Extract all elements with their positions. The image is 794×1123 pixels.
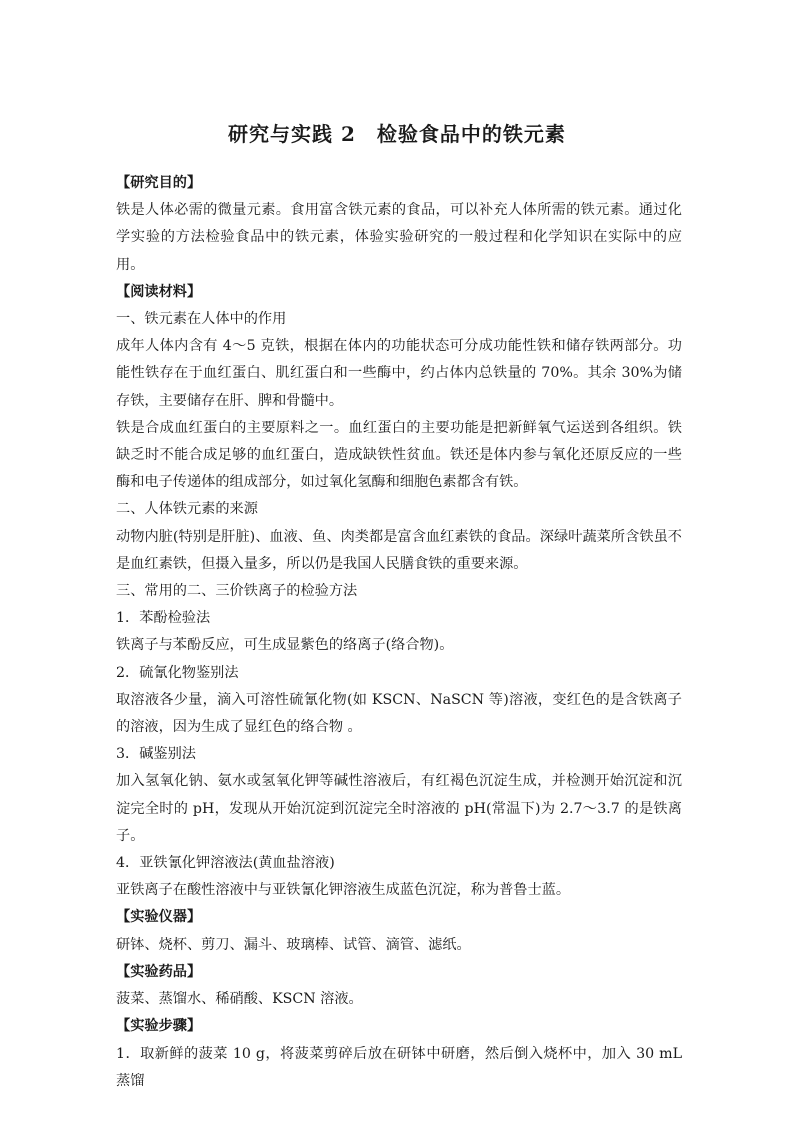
body-paragraph: 加入氢氧化钠、氨水或氢氧化钾等碱性溶液后，有红褐色沉淀生成，并检测开始沉淀和沉淀完全时的 pH，发现从开始沉淀到沉淀完全时溶液的 pH(常温下)为 2.7～3.7 的是铁离子。	[116, 773, 682, 844]
body-paragraph: 4．亚铁氰化钾溶液法(黄血盐溶液)	[116, 855, 335, 872]
section-heading: 【实验药品】	[116, 963, 202, 980]
body-paragraph: 研钵、烧杯、剪刀、漏斗、玻璃棒、试管、滴管、滤纸。	[116, 936, 471, 953]
body-paragraph: 亚铁离子在酸性溶液中与亚铁氰化钾溶液生成蓝色沉淀，称为普鲁士蓝。	[116, 882, 571, 899]
body-paragraph: 3．碱鉴别法	[116, 746, 196, 763]
body-paragraph: 铁是合成血红蛋白的主要原料之一。血红蛋白的主要功能是把新鲜氧气运送到各组织。铁缺乏时不能合成足够的血红蛋白，造成缺铁性贫血。铁还是体内参与氧化还原反应的一些酶和电子传递体的组成部分，如过氧化氢酶和细胞色素都含有铁。	[116, 419, 682, 491]
section-heading: 【阅读材料】	[116, 283, 202, 300]
body-paragraph: 1．取新鲜的菠菜 10 g，将菠菜剪碎后放在研钵中研磨，然后倒入烧杯中，加入 30 mL 蒸馏	[116, 1045, 682, 1089]
body-paragraph: 2．硫氰化物鉴别法	[116, 664, 239, 681]
body-paragraph: 三、常用的二、三价铁离子的检验方法	[116, 583, 358, 600]
page-title: 研究与实践 2 检验食品中的铁元素	[228, 122, 566, 146]
section-heading: 【研究目的】	[116, 175, 202, 191]
section-heading: 【实验步骤】	[116, 1018, 202, 1035]
body-paragraph: 一、铁元素在人体中的作用	[116, 311, 287, 328]
document-body	[116, 170, 682, 1095]
body-paragraph: 铁是人体必需的微量元素。食用富含铁元素的食品，可以补充人体所需的铁元素。通过化学实验的方法检验食品中的铁元素，体验实验研究的一般过程和化学知识在实际中的应用。	[116, 202, 682, 273]
body-paragraph: 1．苯酚检验法	[116, 610, 211, 627]
body-paragraph: 铁离子与苯酚反应，可生成显紫色的络离子(络合物)。	[116, 637, 454, 654]
body-paragraph: 成年人体内含有 4～5 克铁，根据在体内的功能状态可分成功能性铁和储存铁两部分。功能性铁存在于血红蛋白、肌红蛋白和一些酶中，约占体内总铁量的 70%。其余 30%为储存铁，主要储存在肝、脾和骨髓中。	[116, 338, 682, 409]
body-paragraph: 二、人体铁元素的来源	[116, 501, 258, 518]
body-paragraph: 动物内脏(特别是肝脏)、血液、鱼、肉类都是富含血红素铁的食品。深绿叶蔬菜所含铁虽不是血红素铁，但摄入量多，所以仍是我国人民膳食铁的重要来源。	[116, 528, 682, 572]
section-heading: 【实验仪器】	[116, 909, 202, 926]
body-paragraph: 取溶液各少量，滴入可溶性硫氰化物(如 KSCN、NaSCN 等)溶液，变红色的是含铁离子的溶液，因为生成了显红色的络合物 。	[116, 691, 682, 736]
body-paragraph: 菠菜、蒸馏水、稀硝酸、KSCN 溶液。	[116, 991, 363, 1008]
